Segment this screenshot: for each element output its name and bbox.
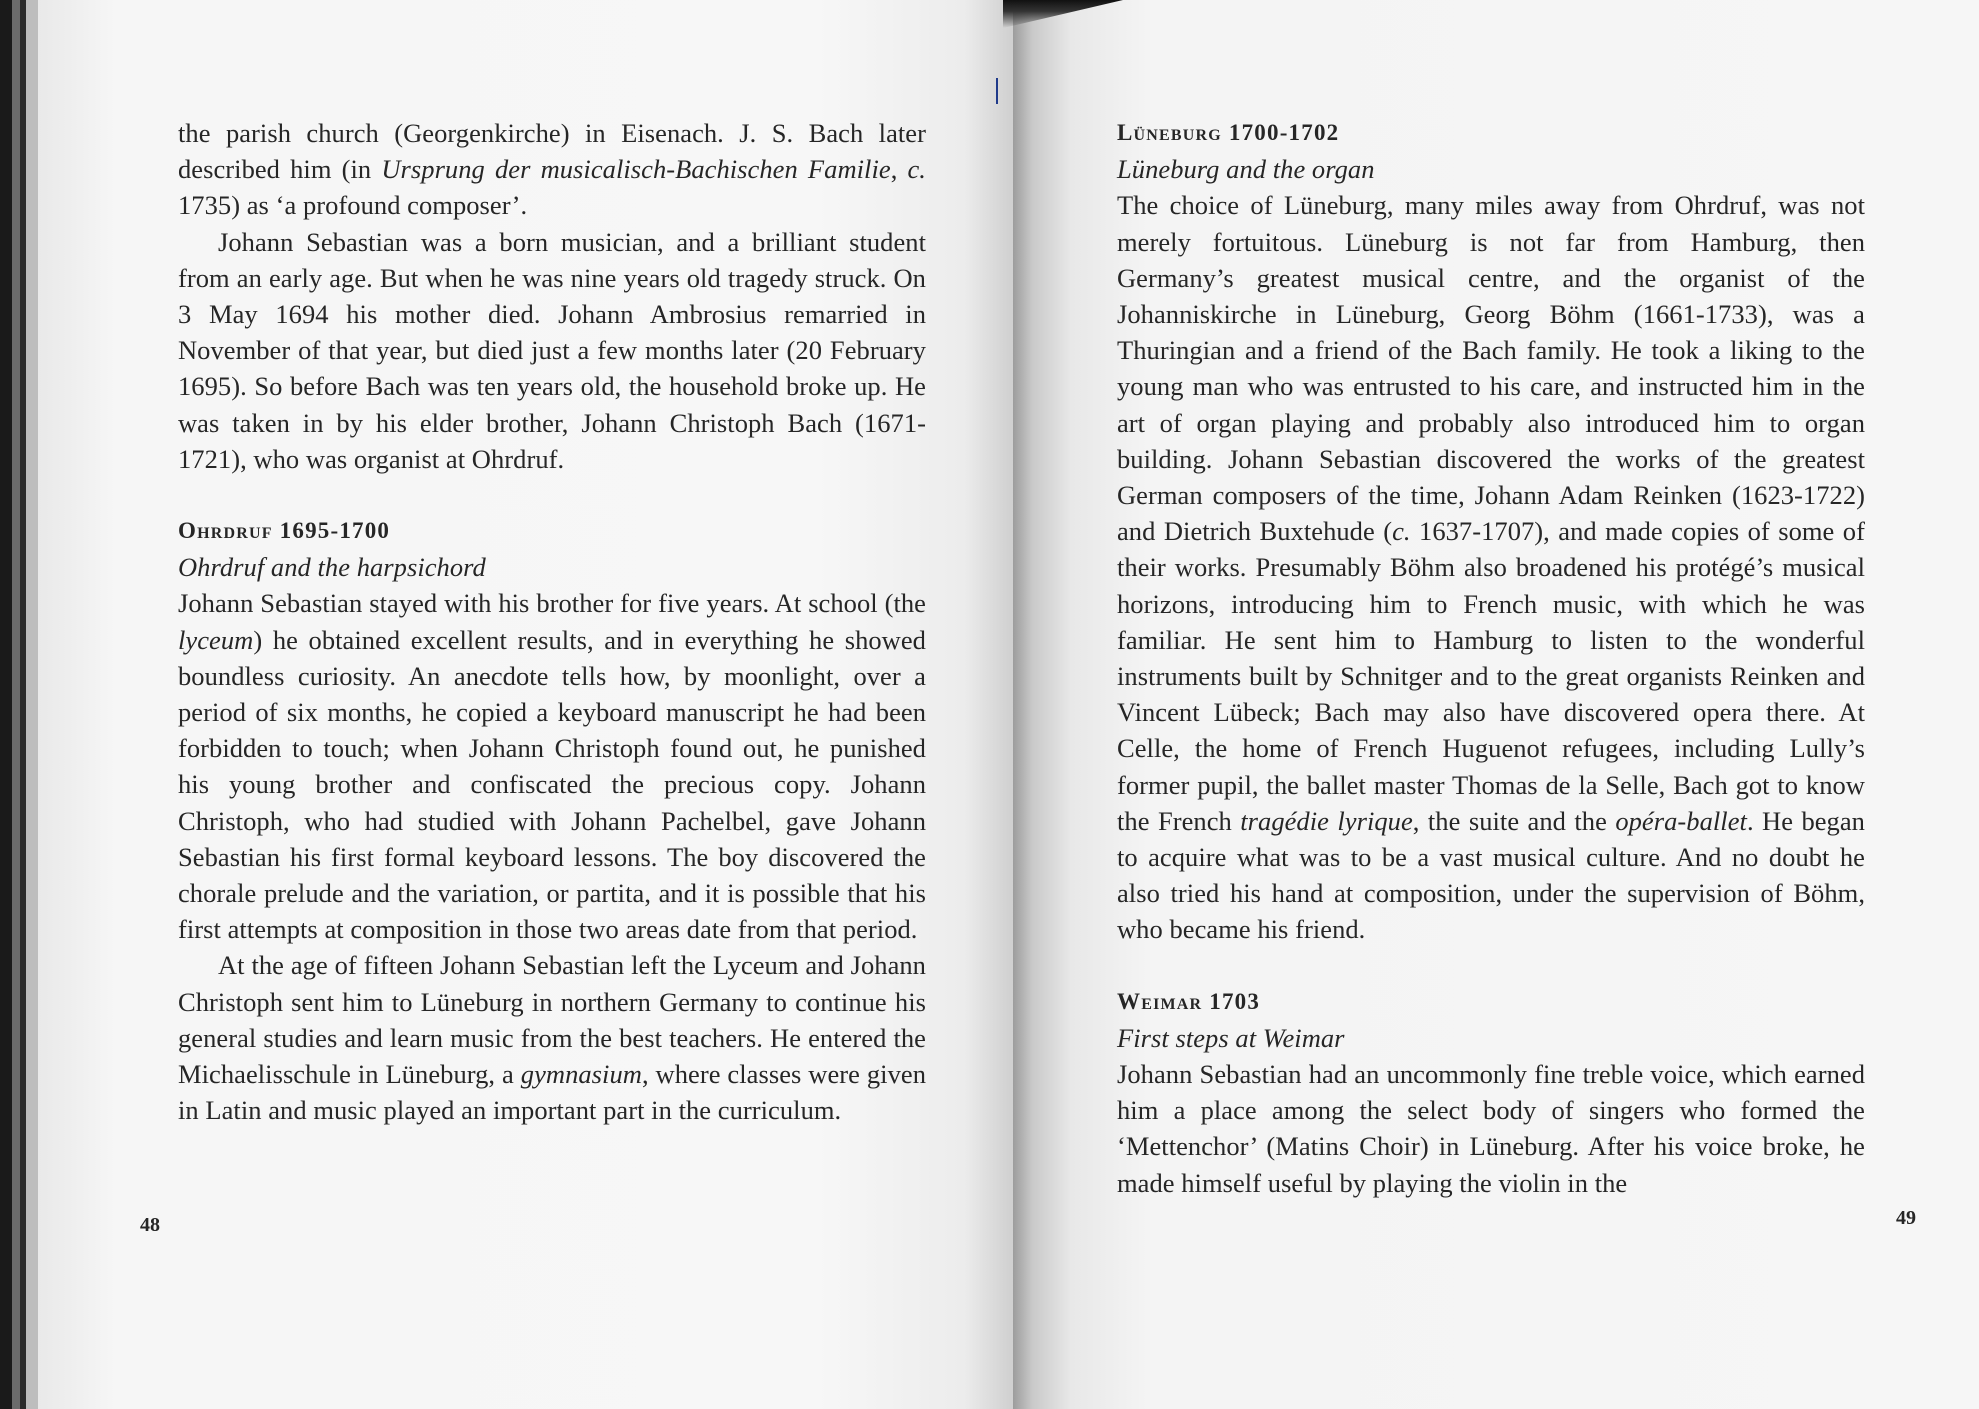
text-run: At the age of fifteen Johann Sebastian left the Lyceum and Johann Christoph sent him to Lüneburg in northern Germany to continue his general studies and learn music from the best teachers. He entered the Michaelisschule in Lüneburg, a — [178, 950, 926, 1090]
italic-text: tragédie lyrique — [1240, 805, 1413, 836]
left-page-text — [178, 115, 926, 1128]
text-run: Johann Sebastian stayed with his brother for five years. At school (the — [178, 588, 926, 619]
paragraph — [178, 224, 926, 477]
section-subheading: Ohrdruf and the harpsichord — [178, 552, 486, 583]
text-run: , where classes were given in Latin and music played an important part in the curriculum. — [178, 1059, 927, 1126]
section-paragraphs — [1117, 1056, 1865, 1201]
right-page-text — [1117, 115, 1865, 1201]
ink-mark — [996, 78, 998, 104]
italic-text: opéra-ballet — [1615, 805, 1747, 836]
section-subheading: First steps at Weimar — [1117, 1022, 1345, 1053]
section-paragraphs — [1117, 187, 1865, 947]
text-run: , the suite and the — [1412, 805, 1616, 836]
text-run: , — [890, 154, 908, 185]
text-run: 1735) as ‘a profound composer’. — [178, 190, 528, 221]
paragraph — [1117, 187, 1865, 947]
section-heading: Weimar 1703 — [1117, 988, 1261, 1014]
section-heading: Lüneburg 1700-1702 — [1117, 120, 1340, 145]
page-number: 48 — [140, 1214, 160, 1236]
text-run: . He began to acquire what was to be a vast musical culture. And no doubt he also tried his hand at composition, under the supervision of Böhm, who became his friend. — [1117, 805, 1865, 945]
book-edge — [26, 0, 38, 1409]
text-run: ) he obtained excellent results, and in everything he showed boundless curiosity. An anecdote tells how, by moonlight, over a period of six months, he copied a keyboard manuscript he had been forbidden to touch; when Johann Christoph found out, he punished his young brother and confiscated the precious copy. Johann Christoph, who had studied with Johann Pachelbel, gave Johann Sebastian his first formal keyboard lessons. The boy discovered the chorale prelude and the variation, or partita, and it is possible that his first attempts at composition in those two areas date from that period. — [178, 624, 926, 945]
page-number: 49 — [1896, 1207, 1916, 1229]
text-run: The choice of Lüneburg, many miles away from Ohrdruf, was not merely fortuitous. Lüneburg is not far from Hamburg, then Germany’s greatest musical centre, and the organist of the Johanniskirche in Lüneburg, Georg Böhm (1661-1733), was a Thuringian and a friend of the Bach family. He took a liking to the young man who was entrusted to his care, and instructed him in the art of organ playing and probably also introduced him to organ building. Johann Sebastian discovered the works of the greatest German composers of the time, Johann Adam Reinken (1623-1722) and Dietrich Buxtehude ( — [1117, 190, 1865, 547]
italic-text: Ursprung der musicalisch-Bachischen Familie — [381, 154, 891, 185]
book-edge — [0, 0, 12, 1409]
paragraph — [178, 947, 926, 1128]
paragraph — [1117, 1056, 1865, 1201]
italic-text: gymnasium — [520, 1059, 642, 1090]
book-edge — [12, 0, 20, 1409]
italic-text: lyceum — [178, 624, 254, 655]
text-run: 1637-1707), and made copies of some of their works. Presumably Böhm also broadened his protégé’s musical horizons, introducing him to French music, with which he was familiar. He sent him to Hamburg to listen to the wonderful instruments built by Schnitger and to the great organists Reinken and Vincent Lübeck; Bach may also have discovered opera there. At Celle, the home of French Huguenot refugees, including Lully’s former pupil, the ballet master Thomas de la Selle, Bach got to know the French — [1117, 516, 1865, 836]
intro-paragraphs — [178, 115, 926, 477]
section-paragraphs — [178, 585, 926, 1128]
italic-text: c. — [1392, 516, 1411, 547]
text-run: Johann Sebastian had an uncommonly fine treble voice, which earned him a place among the select body of singers who formed the ‘Mettenchor’ (Matins Choir) in Lüneburg. After his voice broke, he made himself useful by playing the violin in the — [1117, 1059, 1865, 1198]
section-heading: Ohrdruf 1695-1700 — [178, 518, 391, 544]
paragraph — [178, 115, 926, 224]
text-run: the parish church (Georgenkirche) in Eisenach. J. S. Bach later described him (in — [178, 118, 926, 185]
paragraph — [178, 585, 926, 947]
text-run: Johann Sebastian was a born musician, and a brilliant student from an early age. But when he was nine years old tragedy struck. On 3 May 1694 his mother died. Johann Ambrosius remarried in November of that year, but died just a few months later (20 February 1695). So before Bach was ten years old, the household broke up. He was taken in by his elder brother, Johann Christoph Bach (1671-1721), who was organist at Ohrdruf. — [178, 226, 926, 474]
italic-text: c. — [907, 154, 926, 185]
section-subheading: Lüneburg and the organ — [1117, 154, 1375, 185]
